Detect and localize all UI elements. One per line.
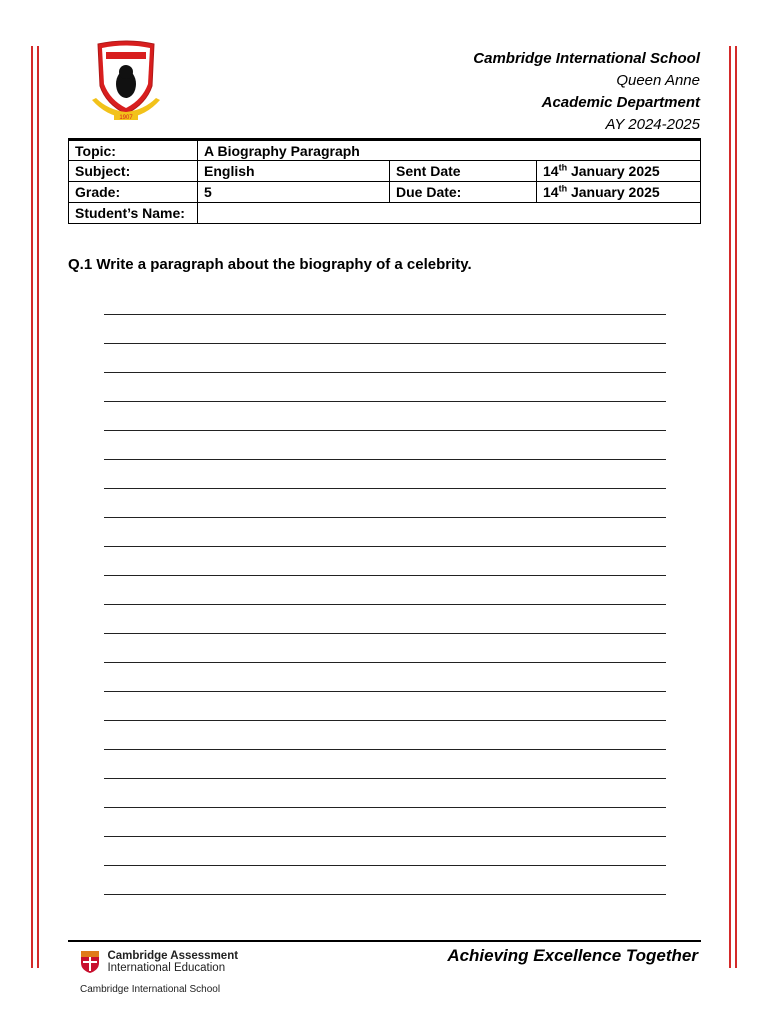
left-border-line-inner: [37, 46, 39, 968]
sent-date-rest: January 2025: [567, 163, 660, 179]
grade-value: 5: [198, 182, 390, 203]
cambridge-shield-icon: [80, 950, 100, 974]
writing-line: [104, 575, 666, 576]
writing-line: [104, 372, 666, 373]
sent-date-suffix: th: [558, 162, 568, 173]
topic-label: Topic:: [69, 140, 198, 161]
topic-value: A Biography Paragraph: [198, 140, 701, 161]
writing-line: [104, 430, 666, 431]
writing-line: [104, 314, 666, 315]
writing-line: [104, 894, 666, 895]
topic-row: [69, 140, 701, 161]
writing-line: [104, 807, 666, 808]
writing-line: [104, 633, 666, 634]
brand-line-2: International Education: [107, 962, 226, 974]
due-date-value: [537, 182, 701, 203]
student-name-field[interactable]: [198, 203, 701, 224]
school-crest-logo: [86, 40, 166, 124]
assignment-info-table: [68, 138, 701, 224]
student-name-row: [69, 203, 701, 224]
writing-line: [104, 778, 666, 779]
left-border-line-outer: [31, 46, 33, 968]
writing-line: [104, 604, 666, 605]
writing-line: [104, 488, 666, 489]
subject-value: English: [198, 161, 390, 182]
footer-rule: [68, 940, 701, 942]
branch-name: Queen Anne: [616, 72, 700, 89]
footer-school-name: Cambridge International School: [80, 984, 221, 995]
writing-line: [104, 517, 666, 518]
brand-line-1: Cambridge Assessment: [107, 950, 239, 962]
grade-label: Grade:: [69, 182, 198, 203]
due-date-label: Due Date:: [390, 182, 537, 203]
footer-motto: Achieving Excellence Together: [447, 946, 698, 965]
academic-year: AY 2024-2025: [605, 116, 700, 133]
subject-label: Subject:: [69, 161, 198, 182]
due-date-day: 14: [543, 184, 559, 200]
school-header: [473, 48, 700, 136]
writing-line: [104, 546, 666, 547]
writing-line: [104, 691, 666, 692]
writing-line: [104, 836, 666, 837]
due-date-rest: January 2025: [567, 184, 660, 200]
question-text: Q.1 Write a paragraph about the biography of a celebrity.: [68, 256, 472, 273]
writing-line: [104, 865, 666, 866]
sent-date-label: Sent Date: [390, 161, 537, 182]
school-name: Cambridge International School: [473, 50, 700, 67]
writing-line: [104, 343, 666, 344]
right-border-line-outer: [735, 46, 737, 968]
cambridge-assessment-logo: [80, 950, 238, 974]
writing-line: [104, 401, 666, 402]
subject-row: [69, 161, 701, 182]
grade-row: [69, 182, 701, 203]
department-name: Academic Department: [541, 94, 700, 111]
writing-line: [104, 459, 666, 460]
sent-date-day: 14: [543, 163, 559, 179]
student-name-label: Student’s Name:: [69, 203, 198, 224]
logo-year-text: 1907: [119, 115, 133, 121]
writing-line: [104, 749, 666, 750]
due-date-suffix: th: [558, 183, 568, 194]
sent-date-value: [537, 161, 701, 182]
writing-line: [104, 662, 666, 663]
writing-line: [104, 720, 666, 721]
right-border-line-inner: [729, 46, 731, 968]
